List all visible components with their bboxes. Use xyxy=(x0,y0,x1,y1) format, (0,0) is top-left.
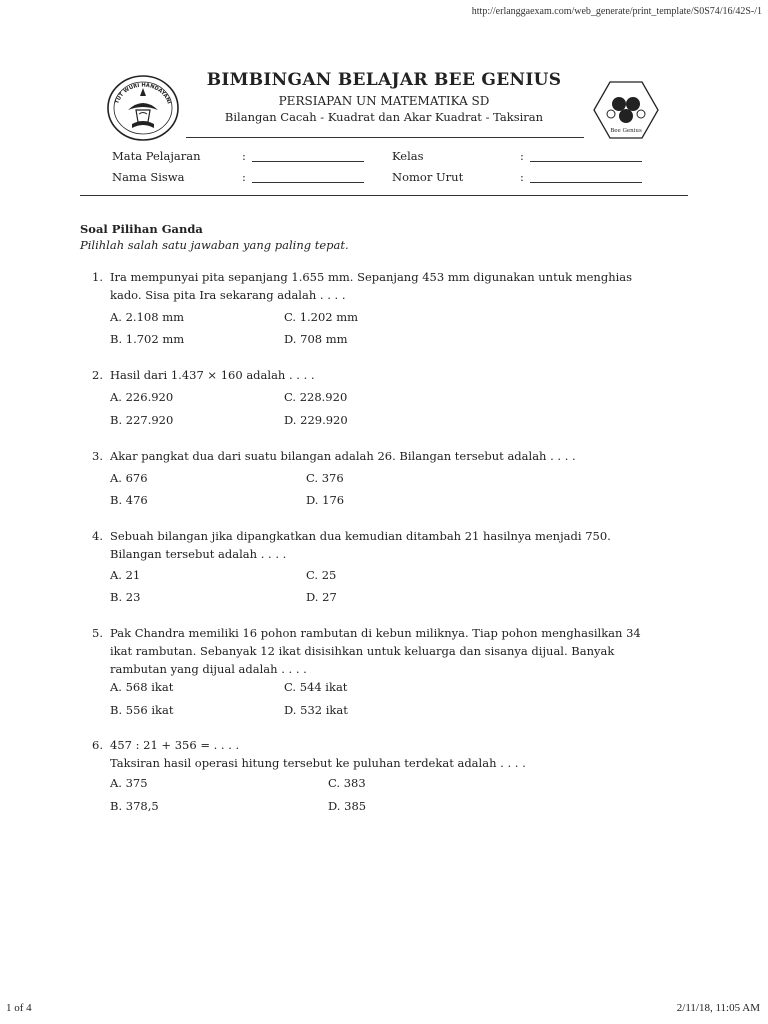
kelas-label: Kelas xyxy=(392,149,424,163)
option-d[interactable]: D. 532 ikat xyxy=(284,703,348,717)
option-d[interactable]: D. 27 xyxy=(306,590,337,604)
question-number: 1. xyxy=(92,270,103,284)
option-b[interactable]: B. 378,5 xyxy=(110,799,159,813)
question-3 xyxy=(92,447,675,465)
print-url: http://erlanggaexam.com/web_generate/print_template/S0S74/16/42S-/1 xyxy=(471,6,762,17)
page-subtitle: PERSIAPAN UN MATEMATIKA SD xyxy=(278,94,490,108)
mata-pelajaran-label: Mata Pelajaran xyxy=(112,149,201,163)
question-6 xyxy=(92,736,675,772)
option-a[interactable]: A. 21 xyxy=(110,568,141,582)
question-text: Hasil dari 1.437 × 160 adalah . . . . xyxy=(110,368,315,382)
nama-siswa-label: Nama Siswa xyxy=(112,170,185,184)
question-text: rambutan yang dijual adalah . . . . xyxy=(110,662,307,676)
nama-siswa-field[interactable] xyxy=(252,173,364,183)
option-a[interactable]: A. 568 ikat xyxy=(110,680,174,694)
section-title: Soal Pilihan Ganda xyxy=(80,222,203,236)
option-c[interactable]: C. 383 xyxy=(328,776,366,790)
question-2 xyxy=(92,366,675,384)
bee-genius-logo-icon xyxy=(593,80,659,140)
logo-right-text: Bee Genius xyxy=(610,128,642,134)
option-c[interactable]: C. 376 xyxy=(306,471,344,485)
question-text: Ira mempunyai pita sepanjang 1.655 mm. Sepanjang 453 mm digunakan untuk menghias xyxy=(110,270,633,284)
option-d[interactable]: D. 229.920 xyxy=(284,413,348,427)
option-a[interactable]: A. 2.108 mm xyxy=(110,310,185,324)
tut-wuri-handayani-logo-icon xyxy=(106,74,180,142)
nomor-urut-label: Nomor Urut xyxy=(392,170,464,184)
mata-pelajaran-field[interactable] xyxy=(252,152,364,162)
question-number: 3. xyxy=(92,449,103,463)
question-1 xyxy=(92,268,675,304)
option-a[interactable]: A. 226.920 xyxy=(110,390,174,404)
question-text: kado. Sisa pita Ira sekarang adalah . . . . xyxy=(110,288,346,302)
question-text: Taksiran hasil operasi hitung tersebut ke puluhan terdekat adalah . . . . xyxy=(110,756,526,770)
logo-left-text: TUT WURI HANDAYANI xyxy=(114,82,172,105)
question-number: 2. xyxy=(92,368,103,382)
question-text: Pak Chandra memiliki 16 pohon rambutan di kebun miliknya. Tiap pohon menghasilkan 34 xyxy=(110,626,641,640)
question-number: 6. xyxy=(92,738,103,752)
nomor-urut-field[interactable] xyxy=(530,173,642,183)
page-title: BIMBINGAN BELAJAR BEE GENIUS xyxy=(206,70,562,90)
colon: : xyxy=(520,170,524,184)
topic-line: Bilangan Cacah - Kuadrat dan Akar Kuadrat - Taksiran xyxy=(224,110,544,124)
question-number: 5. xyxy=(92,626,103,640)
header-divider xyxy=(186,137,584,138)
section-instruction: Pilihlah salah satu jawaban yang paling tepat. xyxy=(80,238,349,252)
kelas-field[interactable] xyxy=(530,152,642,162)
page-indicator: 1 of 4 xyxy=(6,1002,32,1014)
option-b[interactable]: B. 227.920 xyxy=(110,413,174,427)
option-d[interactable]: D. 385 xyxy=(328,799,367,813)
form-divider xyxy=(80,195,688,196)
question-text: 457 : 21 + 356 = . . . . xyxy=(110,738,240,752)
question-number: 4. xyxy=(92,529,103,543)
option-a[interactable]: A. 375 xyxy=(110,776,148,790)
option-c[interactable]: C. 544 ikat xyxy=(284,680,348,694)
colon: : xyxy=(242,170,246,184)
question-text: Akar pangkat dua dari suatu bilangan adalah 26. Bilangan tersebut adalah . . . . xyxy=(110,449,576,463)
question-text: Sebuah bilangan jika dipangkatkan dua kemudian ditambah 21 hasilnya menjadi 750. xyxy=(110,529,611,543)
option-b[interactable]: B. 23 xyxy=(110,590,141,604)
option-d[interactable]: D. 708 mm xyxy=(284,332,348,346)
question-text: ikat rambutan. Sebanyak 12 ikat disisihkan untuk keluarga dan sisanya dijual. Banyak xyxy=(110,644,615,658)
option-d[interactable]: D. 176 xyxy=(306,493,345,507)
option-b[interactable]: B. 1.702 mm xyxy=(110,332,185,346)
option-a[interactable]: A. 676 xyxy=(110,471,148,485)
print-timestamp: 2/11/18, 11:05 AM xyxy=(676,1002,760,1014)
question-text: Bilangan tersebut adalah . . . . xyxy=(110,547,287,561)
option-c[interactable]: C. 25 xyxy=(306,568,337,582)
colon: : xyxy=(242,149,246,163)
colon: : xyxy=(520,149,524,163)
question-5 xyxy=(92,624,675,678)
question-4 xyxy=(92,527,675,563)
option-b[interactable]: B. 556 ikat xyxy=(110,703,174,717)
option-c[interactable]: C. 1.202 mm xyxy=(284,310,359,324)
option-b[interactable]: B. 476 xyxy=(110,493,148,507)
option-c[interactable]: C. 228.920 xyxy=(284,390,348,404)
